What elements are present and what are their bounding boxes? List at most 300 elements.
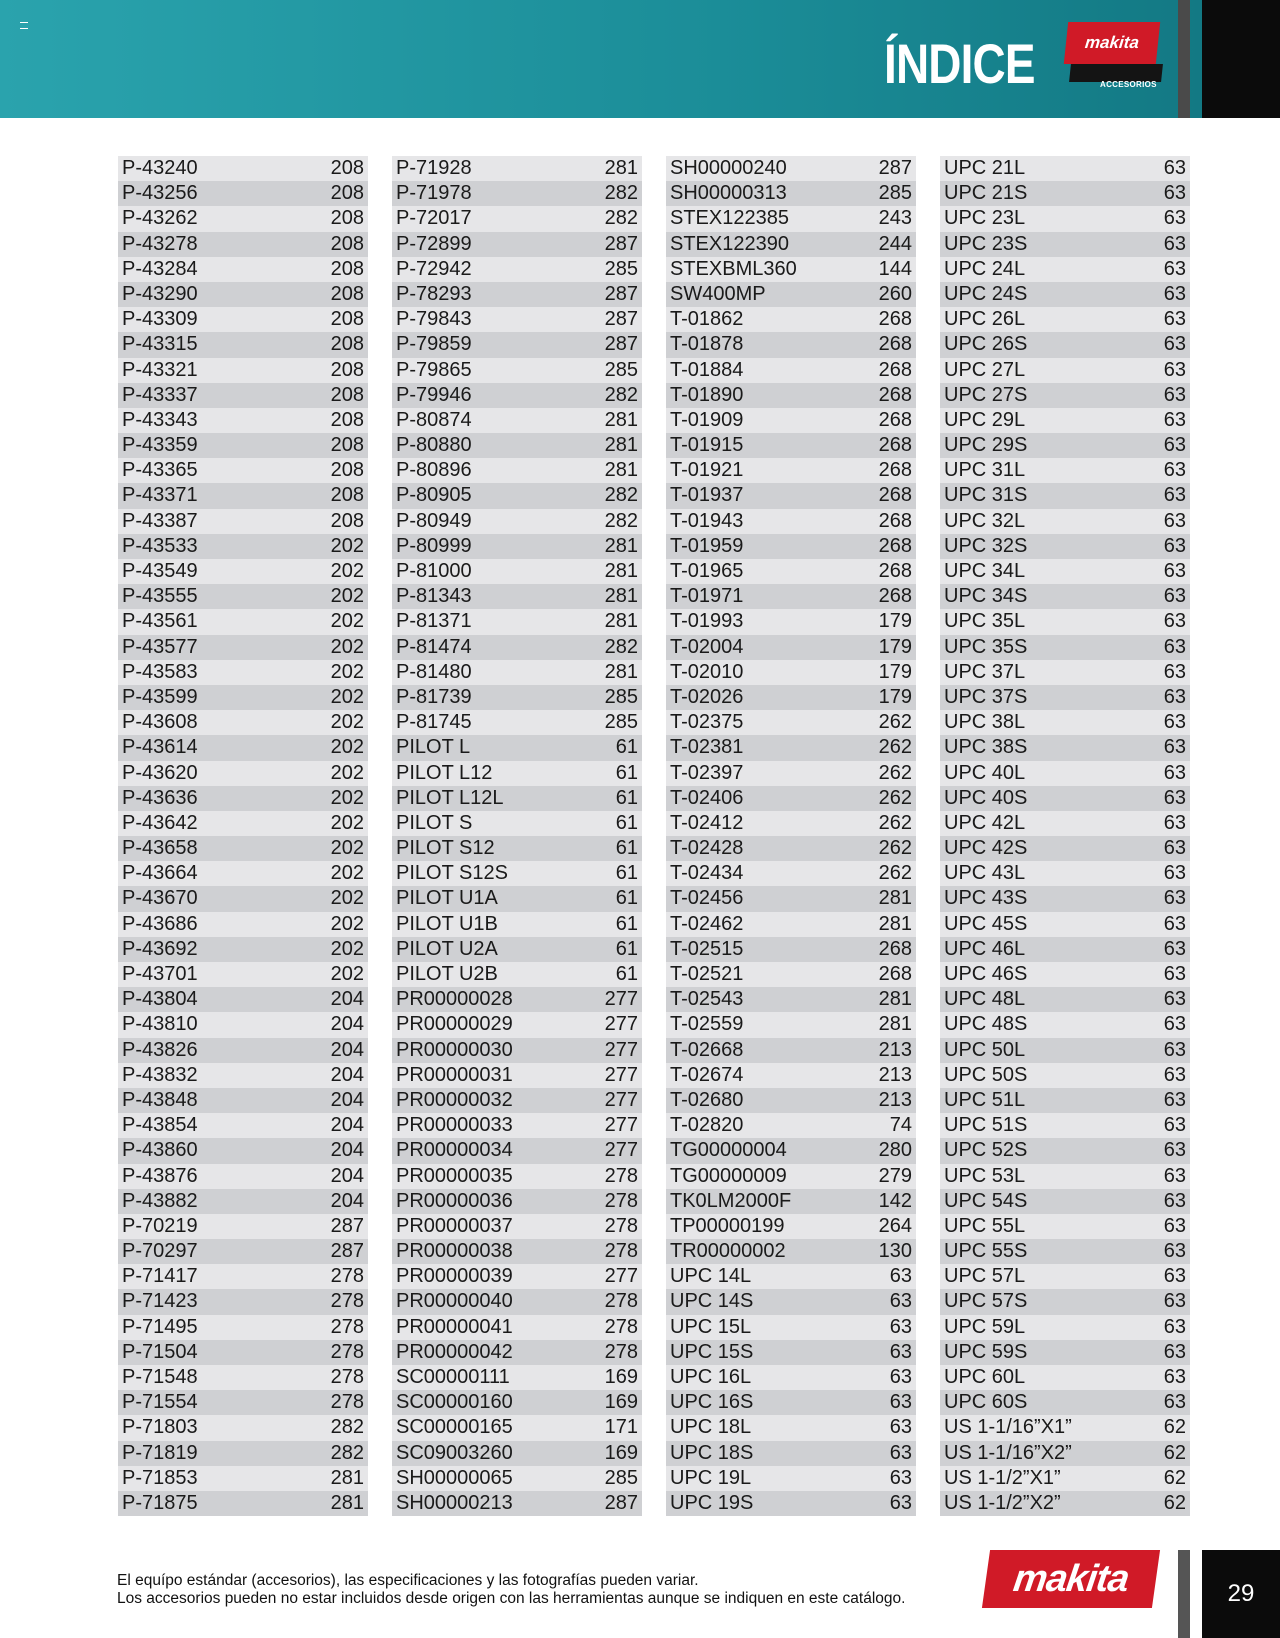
- index-code: UPC 35S: [944, 635, 1028, 658]
- index-page: 63: [1163, 585, 1186, 608]
- index-code: T-02456: [670, 887, 744, 910]
- index-code: P-43686: [122, 912, 198, 935]
- index-page: 63: [1163, 484, 1186, 507]
- index-page: 282: [604, 635, 638, 658]
- index-column-3: [666, 156, 916, 1516]
- index-row: [392, 836, 642, 861]
- index-row: [940, 1088, 1190, 1113]
- index-page: 169: [604, 1441, 638, 1464]
- index-row: [392, 358, 642, 383]
- index-code: UPC 57L: [944, 1265, 1026, 1288]
- index-row: [118, 358, 368, 383]
- index-page: 278: [604, 1340, 638, 1363]
- index-code: UPC 19L: [670, 1466, 752, 1489]
- index-row: [666, 332, 916, 357]
- index-code: STEXBML360: [670, 257, 797, 280]
- index-page: 208: [330, 459, 364, 482]
- index-code: PR00000035: [396, 1164, 513, 1187]
- index-row: [118, 1138, 368, 1163]
- index-row: [118, 1088, 368, 1113]
- index-page: 62: [1163, 1491, 1186, 1514]
- index-row: [118, 1239, 368, 1264]
- index-code: PR00000039: [396, 1265, 513, 1288]
- index-row: [392, 1164, 642, 1189]
- index-page: 63: [1163, 1315, 1186, 1338]
- menu-icon: [20, 22, 28, 29]
- index-code: SC00000165: [396, 1416, 513, 1439]
- index-page: 277: [604, 1088, 638, 1111]
- index-page: 268: [878, 358, 912, 381]
- index-page: 281: [604, 610, 638, 633]
- index-code: UPC 27S: [944, 383, 1028, 406]
- index-code: P-43664: [122, 862, 198, 885]
- index-code: UPC 27L: [944, 358, 1026, 381]
- index-page: 63: [889, 1391, 912, 1414]
- index-row: [940, 1138, 1190, 1163]
- index-row: [392, 181, 642, 206]
- index-page: 63: [1163, 811, 1186, 834]
- index-page: 63: [1163, 207, 1186, 230]
- index-code: PILOT U1B: [396, 912, 498, 935]
- index-page: 63: [889, 1466, 912, 1489]
- index-page: 202: [330, 937, 364, 960]
- index-code: TK0LM2000F: [670, 1189, 792, 1212]
- index-row: [118, 307, 368, 332]
- index-row: [940, 1012, 1190, 1037]
- index-page: 61: [615, 786, 638, 809]
- index-row: [118, 408, 368, 433]
- index-code: SH00000313: [670, 182, 787, 205]
- index-page: 202: [330, 912, 364, 935]
- index-page: 281: [604, 434, 638, 457]
- index-page: 169: [604, 1391, 638, 1414]
- index-row: [940, 307, 1190, 332]
- index-code: UPC 43S: [944, 887, 1028, 910]
- index-row: [392, 1239, 642, 1264]
- index-row: [392, 685, 642, 710]
- index-row: [118, 836, 368, 861]
- index-page: 63: [889, 1441, 912, 1464]
- index-row: [666, 1164, 916, 1189]
- index-code: UPC 48L: [944, 988, 1026, 1011]
- index-row: [118, 660, 368, 685]
- index-row: [940, 1415, 1190, 1440]
- index-page: 61: [615, 887, 638, 910]
- index-page: 281: [330, 1466, 364, 1489]
- index-row: [118, 1491, 368, 1516]
- index-code: T-02668: [670, 1038, 744, 1061]
- index-row: [118, 1441, 368, 1466]
- index-page: 282: [330, 1441, 364, 1464]
- index-row: [118, 811, 368, 836]
- index-row: [940, 635, 1190, 660]
- index-code: UPC 26L: [944, 308, 1026, 331]
- index-page: 204: [330, 1164, 364, 1187]
- index-code: PILOT U2A: [396, 937, 498, 960]
- index-page: 204: [330, 1114, 364, 1137]
- index-row: [118, 1289, 368, 1314]
- index-page: 282: [604, 484, 638, 507]
- index-code: T-01959: [670, 534, 744, 557]
- index-page: 63: [1163, 1114, 1186, 1137]
- index-code: P-72942: [396, 257, 472, 280]
- index-page: 204: [330, 1088, 364, 1111]
- index-code: P-43658: [122, 837, 198, 860]
- index-row: [118, 1214, 368, 1239]
- index-row: [666, 156, 916, 181]
- index-row: [392, 761, 642, 786]
- index-row: [940, 458, 1190, 483]
- index-row: [666, 1466, 916, 1491]
- index-row: [666, 534, 916, 559]
- index-page: 63: [1163, 1013, 1186, 1036]
- index-row: [666, 282, 916, 307]
- index-page: 63: [1163, 937, 1186, 960]
- index-code: PR00000038: [396, 1240, 513, 1263]
- index-row: [940, 1264, 1190, 1289]
- index-page: 208: [330, 207, 364, 230]
- index-row: [666, 987, 916, 1012]
- index-row: [940, 1315, 1190, 1340]
- index-code: T-02434: [670, 862, 744, 885]
- index-code: TP00000199: [670, 1214, 785, 1237]
- index-page: 63: [1163, 988, 1186, 1011]
- index-code: UPC 52S: [944, 1139, 1028, 1162]
- index-page: 208: [330, 257, 364, 280]
- index-row: [118, 1189, 368, 1214]
- index-row: [118, 609, 368, 634]
- index-page: 63: [1163, 862, 1186, 885]
- index-code: UPC 55S: [944, 1240, 1028, 1263]
- index-row: [118, 332, 368, 357]
- index-page: 63: [1163, 383, 1186, 406]
- index-code: PR00000037: [396, 1214, 513, 1237]
- index-row: [940, 1113, 1190, 1138]
- index-page: 63: [1163, 1290, 1186, 1313]
- index-page: 179: [878, 635, 912, 658]
- index-row: [392, 307, 642, 332]
- index-row: [392, 383, 642, 408]
- index-page: 74: [889, 1114, 912, 1137]
- index-code: SC00000160: [396, 1391, 513, 1414]
- index-page: 281: [604, 560, 638, 582]
- index-page: 63: [1163, 1038, 1186, 1061]
- index-code: P-43832: [122, 1063, 198, 1086]
- index-code: T-02397: [670, 761, 744, 784]
- index-code: P-81343: [396, 585, 472, 608]
- index-code: PILOT L12L: [396, 786, 504, 809]
- index-row: [666, 635, 916, 660]
- index-row: [666, 1214, 916, 1239]
- index-column-4: [940, 156, 1190, 1516]
- index-row: [666, 1365, 916, 1390]
- index-page: 278: [330, 1265, 364, 1288]
- index-row: [940, 584, 1190, 609]
- index-row: [940, 660, 1190, 685]
- index-code: P-43321: [122, 358, 198, 381]
- index-page: 63: [1163, 560, 1186, 582]
- index-row: [940, 710, 1190, 735]
- index-row: [940, 1466, 1190, 1491]
- index-page: 63: [1163, 459, 1186, 482]
- index-code: P-43371: [122, 484, 198, 507]
- index-page: 202: [330, 711, 364, 734]
- index-page: 281: [604, 660, 638, 683]
- index-page: 287: [604, 333, 638, 356]
- index-code: UPC 59L: [944, 1315, 1026, 1338]
- index-code: UPC 42L: [944, 811, 1026, 834]
- index-page: 282: [330, 1416, 364, 1439]
- index-page: 278: [330, 1315, 364, 1338]
- index-code: T-02462: [670, 912, 744, 935]
- index-row: [392, 962, 642, 987]
- index-row: [392, 1441, 642, 1466]
- index-code: T-02381: [670, 736, 744, 759]
- index-row: [118, 987, 368, 1012]
- index-row: [392, 1315, 642, 1340]
- index-code: PILOT L12: [396, 761, 493, 784]
- index-row: [666, 1189, 916, 1214]
- index-page: 287: [604, 282, 638, 305]
- index-row: [392, 433, 642, 458]
- index-row: [940, 509, 1190, 534]
- index-code: P-71423: [122, 1290, 198, 1313]
- index-page: 202: [330, 887, 364, 910]
- index-page: 278: [330, 1290, 364, 1313]
- index-row: [940, 1289, 1190, 1314]
- index-page: 63: [1163, 232, 1186, 255]
- index-page: 63: [1163, 1164, 1186, 1187]
- index-row: [392, 1264, 642, 1289]
- index-row: [118, 1113, 368, 1138]
- index-row: [940, 358, 1190, 383]
- index-page: 268: [878, 484, 912, 507]
- index-row: [118, 912, 368, 937]
- index-code: P-43337: [122, 383, 198, 406]
- index-page: 268: [878, 509, 912, 532]
- index-page: 63: [889, 1290, 912, 1313]
- index-row: [666, 307, 916, 332]
- index-code: PR00000041: [396, 1315, 513, 1338]
- index-page: 268: [878, 459, 912, 482]
- index-code: P-43826: [122, 1038, 198, 1061]
- index-code: P-43876: [122, 1164, 198, 1187]
- index-code: P-81371: [396, 610, 472, 633]
- index-row: [118, 458, 368, 483]
- index-row: [118, 937, 368, 962]
- index-row: [666, 584, 916, 609]
- index-row: [392, 206, 642, 231]
- index-code: T-02428: [670, 837, 744, 860]
- index-code: P-79946: [396, 383, 472, 406]
- index-row: [392, 1390, 642, 1415]
- index-code: UPC 19S: [670, 1491, 754, 1514]
- index-page: 282: [604, 182, 638, 205]
- index-code: P-43533: [122, 534, 198, 557]
- index-page: 202: [330, 560, 364, 582]
- index-page: 63: [1163, 610, 1186, 633]
- index-code: UPC 38L: [944, 711, 1026, 734]
- index-page: 278: [604, 1240, 638, 1263]
- index-code: P-43848: [122, 1088, 198, 1111]
- index-code: UPC 24S: [944, 282, 1028, 305]
- index-code: SH00000213: [396, 1491, 513, 1514]
- index-code: P-71875: [122, 1491, 198, 1514]
- index-code: T-02406: [670, 786, 744, 809]
- index-code: PR00000040: [396, 1290, 513, 1313]
- index-code: PR00000030: [396, 1038, 513, 1061]
- index-page: 63: [1163, 308, 1186, 331]
- index-row: [940, 1390, 1190, 1415]
- index-row: [118, 232, 368, 257]
- index-row: [940, 559, 1190, 584]
- index-row: [392, 257, 642, 282]
- index-page: 285: [878, 182, 912, 205]
- index-row: [666, 761, 916, 786]
- index-row: [666, 735, 916, 760]
- index-page: 202: [330, 585, 364, 608]
- index-code: P-81745: [396, 711, 472, 734]
- index-row: [940, 761, 1190, 786]
- index-page: 278: [330, 1340, 364, 1363]
- index-page: 268: [878, 585, 912, 608]
- index-row: [666, 1138, 916, 1163]
- index-code: P-43692: [122, 937, 198, 960]
- index-page: 142: [878, 1189, 912, 1212]
- index-row: [666, 181, 916, 206]
- index-row: [666, 937, 916, 962]
- index-page: 202: [330, 761, 364, 784]
- index-page: 277: [604, 988, 638, 1011]
- index-code: P-43670: [122, 887, 198, 910]
- index-page: 268: [878, 937, 912, 960]
- index-row: [392, 559, 642, 584]
- index-row: [940, 332, 1190, 357]
- index-row: [392, 786, 642, 811]
- index-page: 280: [878, 1139, 912, 1162]
- index-page: 287: [604, 308, 638, 331]
- footer-line-1: El equípo estándar (accesorios), las especificaciones y las fotografías pueden variar.: [117, 1572, 699, 1589]
- index-row: [392, 1289, 642, 1314]
- index-page: 63: [1163, 1265, 1186, 1288]
- index-code: P-43854: [122, 1114, 198, 1137]
- footer-line-2: Los accesorios pueden no estar incluidos desde origen con las herramientas aunque se indiquen en este catálogo.: [117, 1590, 906, 1607]
- index-page: 213: [878, 1088, 912, 1111]
- index-code: T-02674: [670, 1063, 744, 1086]
- index-code: UPC 37L: [944, 660, 1026, 683]
- index-page: 281: [604, 534, 638, 557]
- index-code: UPC 40L: [944, 761, 1026, 784]
- index-code: P-71548: [122, 1366, 198, 1388]
- index-row: [392, 483, 642, 508]
- index-row: [118, 509, 368, 534]
- index-row: [666, 257, 916, 282]
- index-code: T-01971: [670, 585, 744, 608]
- index-code: P-43620: [122, 761, 198, 784]
- index-row: [940, 836, 1190, 861]
- index-page: 63: [1163, 711, 1186, 734]
- index-code: P-43810: [122, 1013, 198, 1036]
- index-code: PILOT U1A: [396, 887, 498, 910]
- index-code: UPC 46L: [944, 937, 1026, 960]
- index-row: [118, 861, 368, 886]
- index-row: [666, 1038, 916, 1063]
- index-row: [392, 282, 642, 307]
- index-code: T-02375: [670, 711, 744, 734]
- index-row: [392, 1491, 642, 1516]
- index-code: UPC 31L: [944, 459, 1026, 482]
- index-code: PR00000042: [396, 1340, 513, 1363]
- footer-stripe: [1178, 1550, 1190, 1638]
- index-page: 208: [330, 282, 364, 305]
- index-code: P-71495: [122, 1315, 198, 1338]
- index-row: [666, 786, 916, 811]
- index-code: P-71554: [122, 1391, 198, 1414]
- index-page: 285: [604, 257, 638, 280]
- index-code: UPC 38S: [944, 736, 1028, 759]
- index-code: UPC 21L: [944, 157, 1026, 179]
- index-page: 63: [1163, 887, 1186, 910]
- index-code: UPC 51S: [944, 1114, 1028, 1137]
- index-row: [940, 383, 1190, 408]
- index-page: 61: [615, 937, 638, 960]
- index-code: P-43599: [122, 685, 198, 708]
- index-code: T-02515: [670, 937, 744, 960]
- index-page: 281: [878, 1013, 912, 1036]
- index-row: [392, 861, 642, 886]
- index-row: [118, 1038, 368, 1063]
- index-page: 268: [878, 534, 912, 557]
- index-row: [666, 483, 916, 508]
- header-stripe: [1178, 0, 1190, 118]
- index-code: US 1-1/2”X2”: [944, 1491, 1061, 1514]
- index-code: SC09003260: [396, 1441, 513, 1464]
- index-code: UPC 29S: [944, 434, 1028, 457]
- index-code: P-43577: [122, 635, 198, 658]
- index-row: [392, 1466, 642, 1491]
- index-row: [392, 332, 642, 357]
- index-row: [940, 962, 1190, 987]
- index-code: UPC 57S: [944, 1290, 1028, 1313]
- index-page: 63: [1163, 685, 1186, 708]
- index-row: [118, 635, 368, 660]
- index-code: PILOT S12S: [396, 862, 508, 885]
- index-code: UPC 50L: [944, 1038, 1026, 1061]
- page-number: 29: [1202, 1550, 1280, 1638]
- index-page: 208: [330, 358, 364, 381]
- index-row: [392, 156, 642, 181]
- index-code: TG00000009: [670, 1164, 787, 1187]
- index-code: P-43804: [122, 988, 198, 1011]
- index-page: 63: [1163, 333, 1186, 356]
- index-code: T-01862: [670, 308, 744, 331]
- index-code: PR00000036: [396, 1189, 513, 1212]
- index-page: 262: [878, 811, 912, 834]
- index-page: 264: [878, 1214, 912, 1237]
- index-page: 268: [878, 308, 912, 331]
- index-code: UPC 16L: [670, 1366, 752, 1388]
- index-row: [392, 1214, 642, 1239]
- index-page: 208: [330, 434, 364, 457]
- index-code: PR00000032: [396, 1088, 513, 1111]
- index-code: SH00000065: [396, 1466, 513, 1489]
- index-code: P-72899: [396, 232, 472, 255]
- index-page: 63: [889, 1315, 912, 1338]
- index-page: 277: [604, 1265, 638, 1288]
- index-page: 278: [604, 1214, 638, 1237]
- index-row: [118, 786, 368, 811]
- index-code: P-43256: [122, 182, 198, 205]
